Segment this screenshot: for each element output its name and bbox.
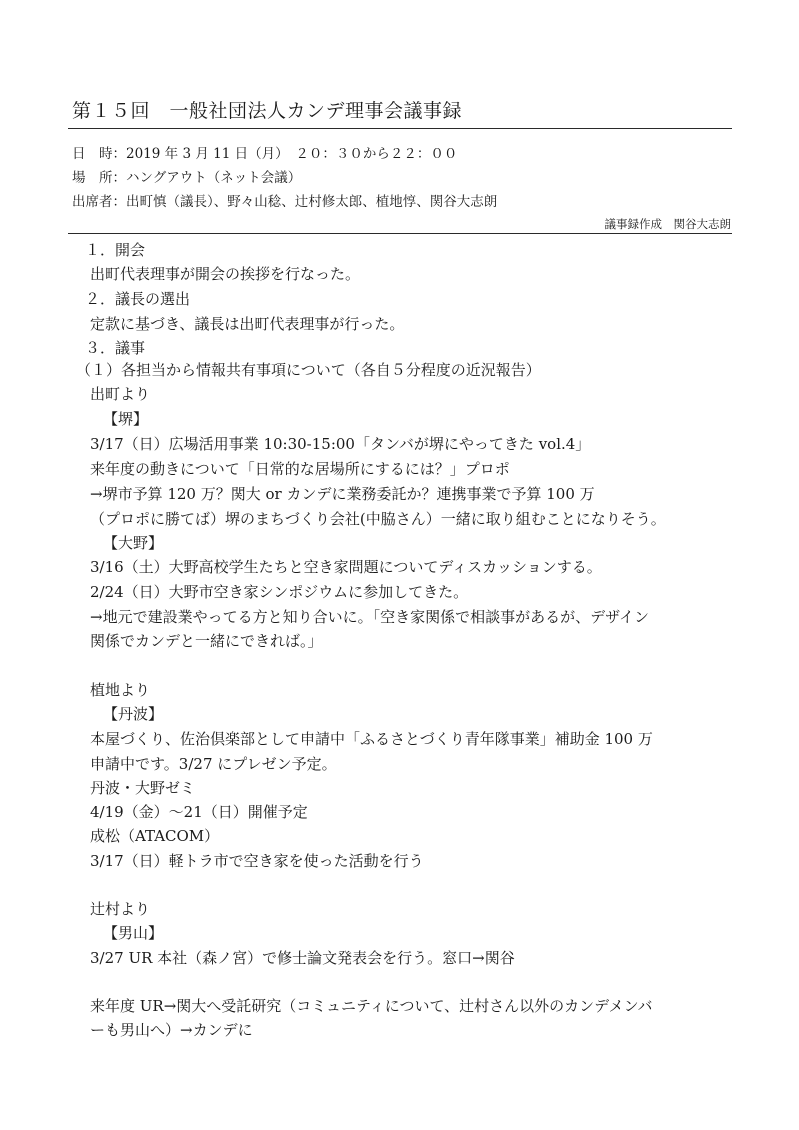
body-line: 【堺】 [103, 410, 149, 428]
body-line: 3/16（土）大野高校学生たちと空き家問題についてディスカッションする。 [90, 558, 602, 576]
document-title: 第１５回 一般社団法人カンデ理事会議事録 [72, 100, 463, 122]
meeting-attendees: 出席者：出町慎（議長）、野々山稔、辻村修太郎、植地惇、関谷大志朗 [72, 194, 498, 210]
body-line: 申請中です。3/27 にプレゼン予定。 [90, 755, 337, 773]
meeting-place: 場 所：ハングアウト（ネット会議） [72, 170, 302, 186]
body-line: 定款に基づき、議長は出町代表理事が行った。 [90, 315, 405, 333]
body-line: 成松（ATACOM） [90, 827, 220, 845]
body-line: 【丹波】 [103, 705, 164, 723]
body-line: 丹波・大野ゼミ [90, 779, 196, 797]
body-line: ーも男山へ）→カンデに [90, 1021, 253, 1039]
body-line: 来年度 UR→関大へ受託研究（コミュニティについて、辻村さん以外のカンデメンバ [90, 997, 653, 1015]
title-divider [68, 128, 732, 129]
body-line: ３．議事 [85, 339, 146, 357]
body-line: 3/17（日）広場活用事業 10:30-15:00「タンバが堺にやってきた vol.4」 [90, 435, 591, 453]
body-line: 来年度の動きについて「日常的な居場所にするには？」プロポ [90, 460, 510, 478]
body-line: 出町代表理事が開会の挨拶を行なった。 [90, 265, 361, 283]
meeting-datetime: 日 時：2019 年 3 月 11 日（月） ２０：３０から２２：００ [72, 146, 458, 162]
header-divider [68, 233, 732, 234]
body-line: 3/27 UR 本社（森ノ宮）で修士論文発表会を行う。窓口→関谷 [90, 949, 515, 967]
body-line: →地元で建設業やってる方と知り合いに。「空き家関係で相談事があるが、デザイン [90, 608, 650, 626]
body-line: 植地より [90, 681, 151, 699]
body-line: 【大野】 [103, 534, 164, 552]
body-line: 3/17（日）軽トラ市で空き家を使った活動を行う [90, 852, 424, 870]
body-line: （プロポに勝てば）堺のまちづくり会社(中脇さん）一緒に取り組むことになりそう。 [90, 510, 666, 528]
body-line: →堺市予算 120 万？関大 or カンデに業務委託か？連携事業で予算 100 万 [90, 485, 595, 503]
body-line: 関係でカンデと一緒にできれば。」 [90, 632, 323, 650]
body-line: 2/24（日）大野市空き家シンポジウムに参加してきた。 [90, 583, 469, 601]
body-line: 4/19（金）～21（日）開催予定 [90, 803, 308, 821]
body-line: 本屋づくり、佐治倶楽部として申請中「ふるさとづくり青年隊事業」補助金 100 万 [90, 730, 653, 748]
body-line: 出町より [90, 385, 151, 403]
body-line: 辻村より [90, 900, 151, 918]
body-line: 【男山】 [103, 924, 164, 942]
body-line: １．開会 [85, 241, 146, 259]
body-line: （１）各担当から情報共有事項について（各自５分程度の近況報告） [76, 361, 541, 379]
minutes-author: 議事録作成 関谷大志朗 [604, 217, 731, 231]
body-line: ２．議長の選出 [85, 290, 191, 308]
